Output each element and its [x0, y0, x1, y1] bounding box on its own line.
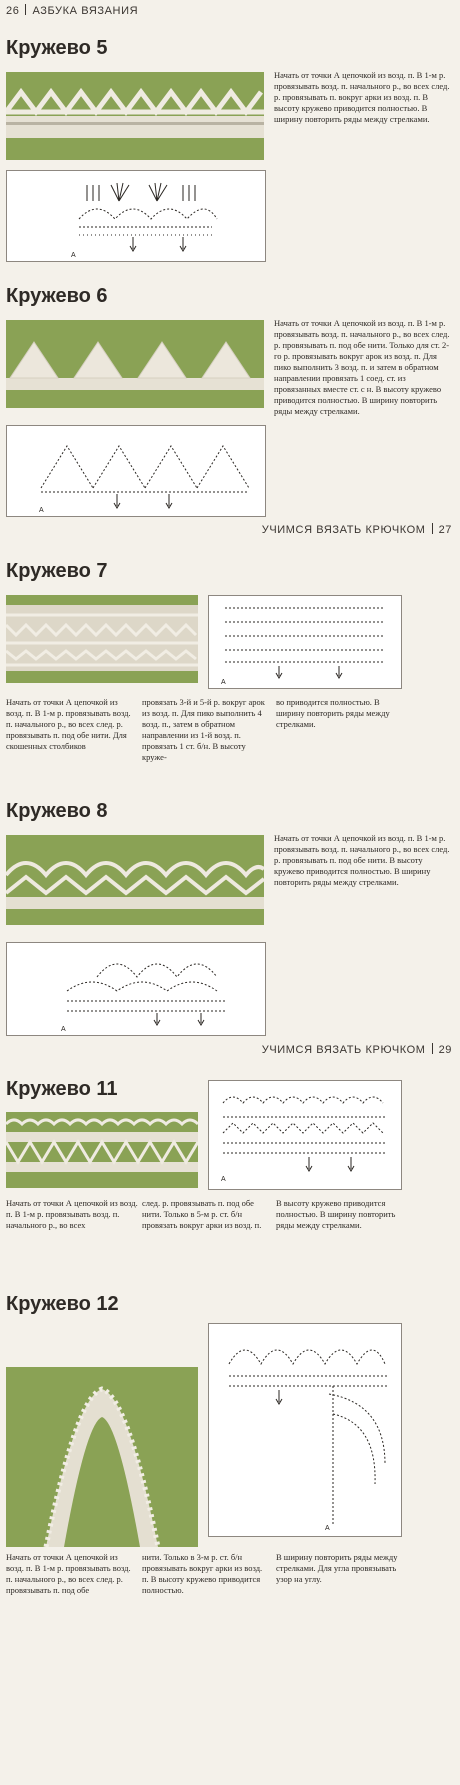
lace7-title: Кружево 7: [6, 560, 108, 582]
section-title: АЗБУКА ВЯЗАНИЯ: [32, 5, 139, 17]
lace12-text-col2: нити. Только в 3-м р. ст. б/н провязывать вокруг арки из возд. п. В высоту кружево приводится полностью.: [142, 1552, 263, 1595]
lace7-chart: [208, 595, 402, 689]
lace6-lace-image: [6, 320, 264, 408]
lace8-title: Кружево 8: [6, 800, 108, 822]
lace7-start-point: А: [221, 679, 226, 686]
lace8-description: Начать от точки А цепочкой из возд. п. В 1-м р. провязывать возд. п. начального р., во всех след. р. провязывать п. под обе нити. В высоту кружево приводится полностью. В ширину повторить ряды между стрелками.: [274, 833, 450, 887]
lace5-start-point: А: [71, 252, 76, 259]
header-divider: [25, 4, 26, 15]
lace11-photo: [6, 1112, 198, 1188]
page-number: 26: [6, 5, 20, 17]
section-title: УЧИМСЯ ВЯЗАТЬ КРЮЧКОМ: [261, 1044, 426, 1056]
lace5-photo: [6, 72, 264, 160]
lace12-chart: [208, 1323, 402, 1537]
lace8-chart: [6, 942, 266, 1036]
lace7-text-col2: провязать 3-й и 5-й р. вокруг арок из возд. п. Для пико выполнить 4 возд. п., затем в обратном направлении из 1-й возд. п. провязать 1 ст. б/н. В высоту круже-: [142, 697, 265, 762]
lace7-text-col3: во приводится полностью. В ширину повторить ряды между стрелками.: [276, 697, 390, 729]
header-divider: [432, 523, 433, 534]
lace11-chart-diagram: [209, 1081, 401, 1189]
lace11-text-col1: Начать от точки А цепочкой из возд. п. В 1-м р. провязывать возд. п. начального р., во всех: [6, 1198, 138, 1230]
lace7-chart-diagram: [209, 596, 401, 688]
lace11-chart: [208, 1080, 402, 1190]
lace5-lace-image: [6, 72, 264, 160]
lace12-lace-image: [6, 1367, 198, 1547]
page-header-27: [262, 523, 452, 536]
page-number: 29: [438, 1044, 452, 1056]
lace12-title: Кружево 12: [6, 1293, 119, 1315]
page-number: 27: [438, 524, 452, 536]
lace12-text-col1: Начать от точки А цепочкой из возд. п. В 1-м р. провязывать возд. п. начального р., во всех след. р. провязывать п. под обе: [6, 1552, 131, 1595]
lace12-start-point: А: [325, 1525, 330, 1532]
lace5-chart: [6, 170, 266, 262]
lace8-photo: [6, 835, 264, 925]
lace8-lace-image: [6, 835, 264, 925]
lace6-chart-diagram: [7, 426, 265, 516]
lace8-chart-diagram: [7, 943, 265, 1035]
lace6-chart: [6, 425, 266, 517]
lace6-photo: [6, 320, 264, 408]
lace7-photo: [6, 595, 198, 683]
page-header-26: [6, 4, 138, 17]
lace12-text-col3: В ширину повторить ряды между стрелками. Для угла провязывать узор на углу.: [276, 1552, 398, 1584]
lace11-title: Кружево 11: [6, 1078, 118, 1100]
lace5-description: Начать от точки А цепочкой из возд. п. В 1-м р. провязывать возд. п. начального р., во всех след. р. провязывать п. вокруг арки из возд. п. В высоту кружево приводится полностью. В ширину повторить ряды между стрелками.: [274, 70, 450, 124]
lace6-title: Кружево 6: [6, 285, 108, 307]
lace11-lace-image: [6, 1112, 198, 1188]
lace6-description: Начать от точки А цепочкой из возд. п. В 1-м р. провязывать возд. п. начального р., во всех след. р. провязывать п. под обе нити. Только для ст. 2-го р. провязывать вокруг арок из возд. п. Для пико выполнить 3 возд. п. и затем в обратном направлении провязать 1 соед. ст. из провязанных вместе ст. с н. В высоту кружево приводится полностью. В ширину повторить ряды между стрелками.: [274, 318, 450, 416]
lace5-chart-diagram: [7, 171, 265, 261]
lace11-start-point: А: [221, 1176, 226, 1183]
lace8-start-point: А: [61, 1026, 66, 1033]
lace7-text-col1: Начать от точки А цепочкой из возд. п. В 1-м р. провязывать возд. п. начального р., во всех след. р. провязывать п. под обе нити. Для скошенных столбиков: [6, 697, 131, 751]
lace12-photo: [6, 1367, 198, 1547]
header-divider: [432, 1043, 433, 1054]
lace7-lace-image: [6, 595, 198, 683]
lace12-chart-diagram: [209, 1324, 401, 1536]
lace5-title: Кружево 5: [6, 37, 108, 59]
page-header-29: [262, 1043, 452, 1056]
lace11-text-col2: след. р. провязывать п. под обе нити. Только в 5-м р. ст. б/н провязать вокруг арки из возд. п.: [142, 1198, 262, 1230]
lace11-text-col3: В высоту кружево приводится полностью. В ширину повторить ряды между стрелками.: [276, 1198, 396, 1230]
lace6-start-point: А: [39, 507, 44, 514]
section-title: УЧИМСЯ ВЯЗАТЬ КРЮЧКОМ: [261, 524, 426, 536]
